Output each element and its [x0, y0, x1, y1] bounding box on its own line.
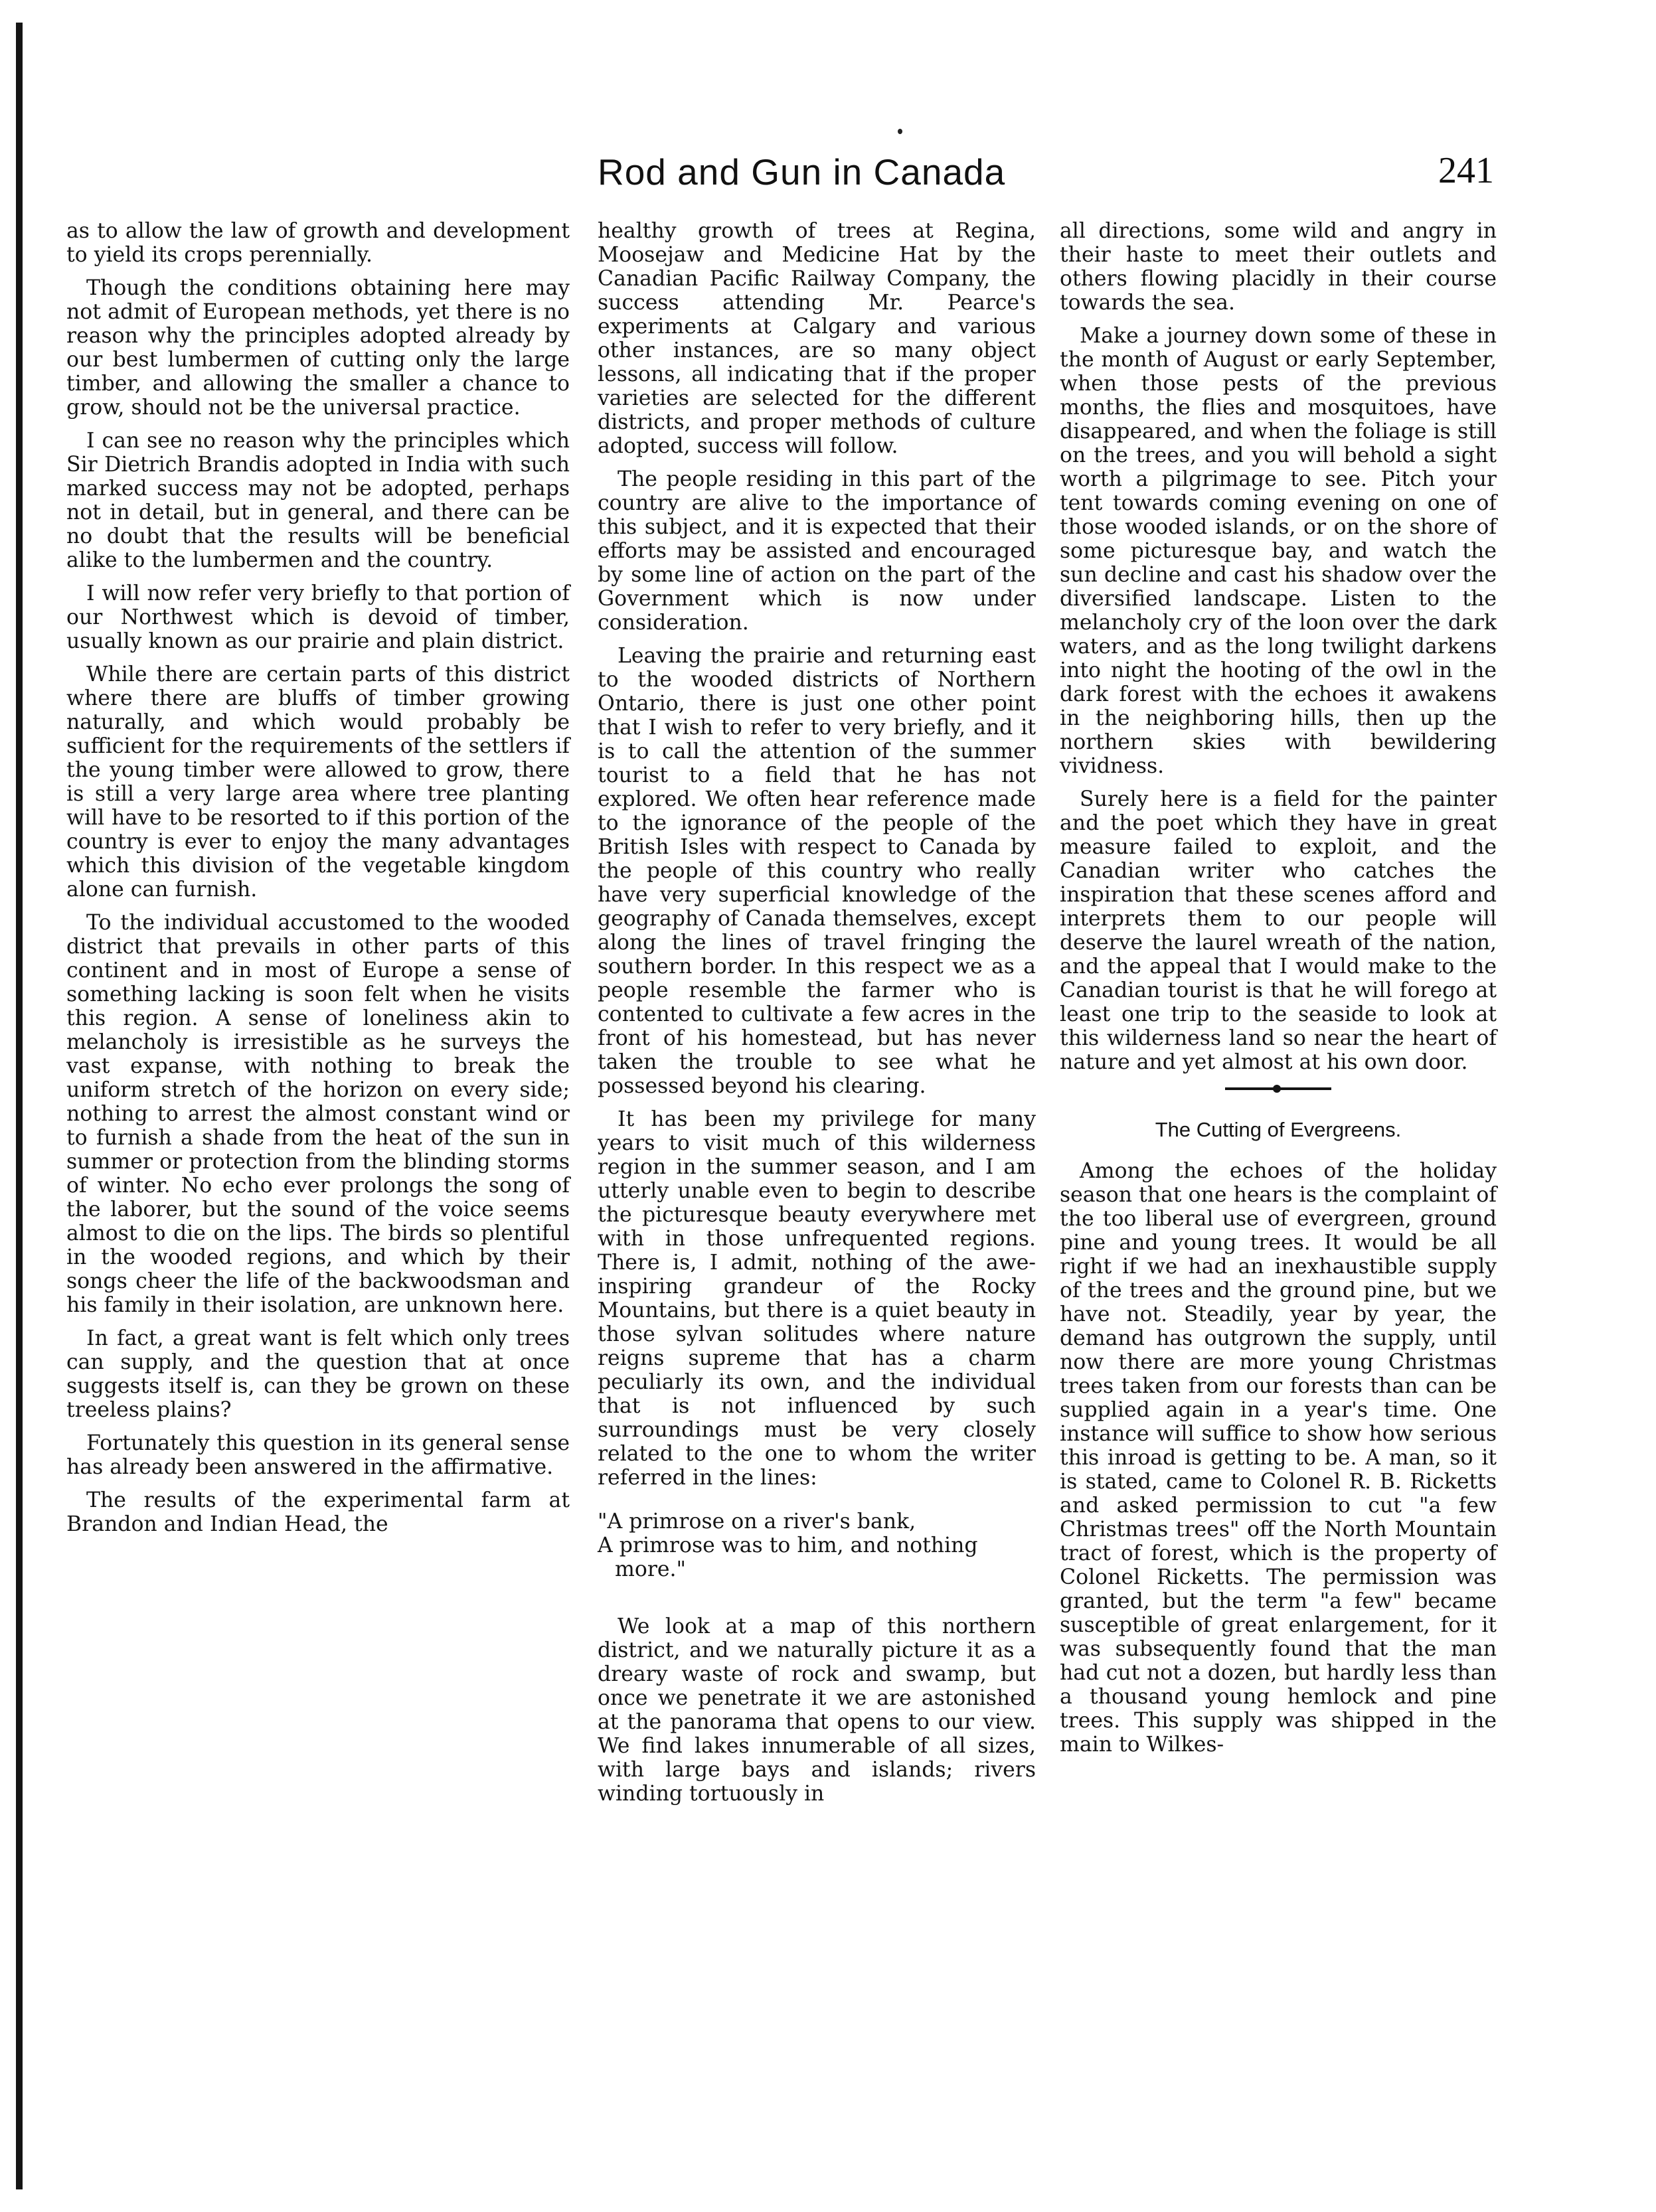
paragraph: The results of the experimental farm at Brandon and Indian Head, the [66, 1488, 570, 1536]
section-divider [1225, 1087, 1331, 1090]
paragraph: healthy growth of trees at Regina, Moosejaw and Medicine Hat by the Canadian Pacific Railway Company, the success attending Mr. Pearce's experiments at Calgary and various other instances, are so many object lessons, all indicating that if the proper varieties are selected for the different districts, and proper methods of culture adopted, success will follow. [598, 219, 1036, 458]
paragraph: The people residing in this part of the country are alive to the importance of this subject, and it is expected that their efforts may be assisted and encouraged by some line of action on the part of the Government which is now under consideration. [598, 467, 1036, 635]
paragraph: In fact, a great want is felt which only trees can supply, and the question that at once suggests itself is, can they be grown on these treeless plains? [66, 1326, 570, 1422]
paragraph: Make a journey down some of these in the month of August or early September, when those pests of the previous months, the flies and mosquitoes, have disappeared, and when the foliage is still on the trees, and you will behold a sight worth a pilgrimage to see. Pitch your tent towards coming evening on one of those wooded islands, or on the shore of some picturesque bay, and watch the sun decline and cast his shadow over the diversified landscape. Listen to the melancholy cry of the loon over the dark waters, and as the long twilight darkens into night the hooting of the owl in the dark forest with the echoes it awakens in the neighboring hills, then up the northern skies with bewildering vividness. [1060, 324, 1497, 778]
page-number: 241 [1438, 150, 1494, 191]
quote-line: A primrose was to him, and nothing more." [598, 1534, 978, 1581]
quote-line: "A primrose on a river's bank, [598, 1510, 916, 1534]
section-heading: The Cutting of Evergreens. [1155, 1118, 1402, 1141]
page-binding-edge [16, 23, 23, 2189]
running-header-title: Rod and Gun in Canada [598, 151, 1006, 193]
paragraph: Surely here is a field for the painter and the poet which they have in great measure failed to exploit, and the Canadian writer who catches the inspiration that these scenes afford and interprets them to our people will deserve the laurel wreath of the nation, and the appeal that I would make to the Canadian tourist is that he will forego at least one trip to the seaside to look at this wilderness land so near the heart of nature and yet almost at his own door. [1060, 787, 1497, 1074]
paragraph: We look at a map of this northern district, and we naturally picture it as a dreary waste of rock and swamp, but once we penetrate it we are astonished at the panorama that opens to our view. We find lakes innumerable of all sizes, with large bays and islands; rivers winding tortuously in [598, 1615, 1036, 1806]
poem-quote [598, 1510, 1036, 1581]
paragraph: I can see no reason why the principles which Sir Dietrich Brandis adopted in India with such marked success may not be adopted, perhaps not in detail, but in general, and there can be no doubt that the results will be beneficial alike to the lumbermen and the country. [66, 429, 570, 572]
paragraph: Fortunately this question in its general sense has already been answered in the affirmative. [66, 1431, 570, 1479]
column-left [66, 219, 570, 1545]
column-middle [598, 219, 1036, 1815]
paragraph: To the individual accustomed to the wooded district that prevails in other parts of this continent and in most of Europe a sense of something lacking is soon felt when he visits this region. A sense of loneliness akin to melancholy is irresistible as he surveys the vast expanse, with nothing to break the uniform stretch of the horizon on every side; nothing to arrest the almost constant wind or to furnish a shade from the heat of the sun in summer or protection from the blinding storms of winter. No echo ever prolongs the song of the laborer, but the sound of the voice seems almost to die on the lips. The birds so plentiful in the wooded regions, and which by their songs cheer the life of the backwoodsman and his family in their isolation, are unknown here. [66, 911, 570, 1317]
paragraph: Though the conditions obtaining here may not admit of European methods, yet there is no reason why the principles adopted already by our best lumbermen of cutting only the large timber, and allowing the smaller a chance to grow, should not be the universal practice. [66, 276, 570, 420]
paragraph: I will now refer very briefly to that portion of our Northwest which is devoid of timber, usually known as our prairie and plain district. [66, 582, 570, 653]
paragraph: all directions, some wild and angry in their haste to meet their outlets and others flowing placidly in their course towards the sea. [1060, 219, 1497, 315]
column-right [1060, 219, 1497, 1766]
paragraph: While there are certain parts of this district where there are bluffs of timber growing naturally, and which would probably be sufficient for the requirements of the settlers if the young timber were allowed to grow, there is still a very large area where tree planting will have to be resorted to if this portion of the country is ever to enjoy the many advantages which this division of the vegetable kingdom alone can furnish. [66, 663, 570, 902]
header-dot-mark [898, 129, 902, 134]
paragraph: Leaving the prairie and returning east to the wooded districts of Northern Ontario, there is just one other point that I wish to refer to very briefly, and it is to call the attention of the summer tourist to a field that he has not explored. We often hear reference made to the ignorance of the people of the British Isles with respect to Canada by the people of this country who really have very superficial knowledge of the geography of Canada themselves, except along the lines of travel fringing the southern border. In this respect we as a people resemble the farmer who is contented to cultivate a few acres in the front of his homestead, but has never taken the trouble to see what he possessed beyond his clearing. [598, 644, 1036, 1098]
paragraph: It has been my privilege for many years to visit much of this wilderness region in the summer season, and I am utterly unable even to begin to describe the picturesque beauty everywhere met with in those unfrequented regions. There is, I admit, nothing of the awe-inspiring grandeur of the Rocky Mountains, but there is a quiet beauty in those sylvan solitudes where nature reigns supreme that has a charm peculiarly its own, and the individual that is not influenced by such surroundings must be very closely related to the one to whom the writer referred in the lines: [598, 1107, 1036, 1490]
paragraph: Among the echoes of the holiday season that one hears is the complaint of the too liberal use of evergreen, ground pine and young trees. It would be all right if we had an inexhaustible supply of the trees and the ground pine, but we have not. Steadily, year by year, the demand has outgrown the supply, until now there are more young Christmas trees taken from our forests than can be supplied again in a year's time. One instance will suffice to show how serious this inroad is getting to be. A man, so it is stated, came to Colonel R. B. Ricketts and asked permission to cut "a few Christmas trees" off the North Mountain tract of forest, which is the property of Colonel Ricketts. The permission was granted, but the term "a few" became susceptible of great enlargement, for it was subsequently found that the man had cut not a dozen, but hardly less than a thousand young hemlock and pine trees. This supply was shipped in the main to Wilkes- [1060, 1159, 1497, 1757]
paragraph: as to allow the law of growth and development to yield its crops perennially. [66, 219, 570, 267]
